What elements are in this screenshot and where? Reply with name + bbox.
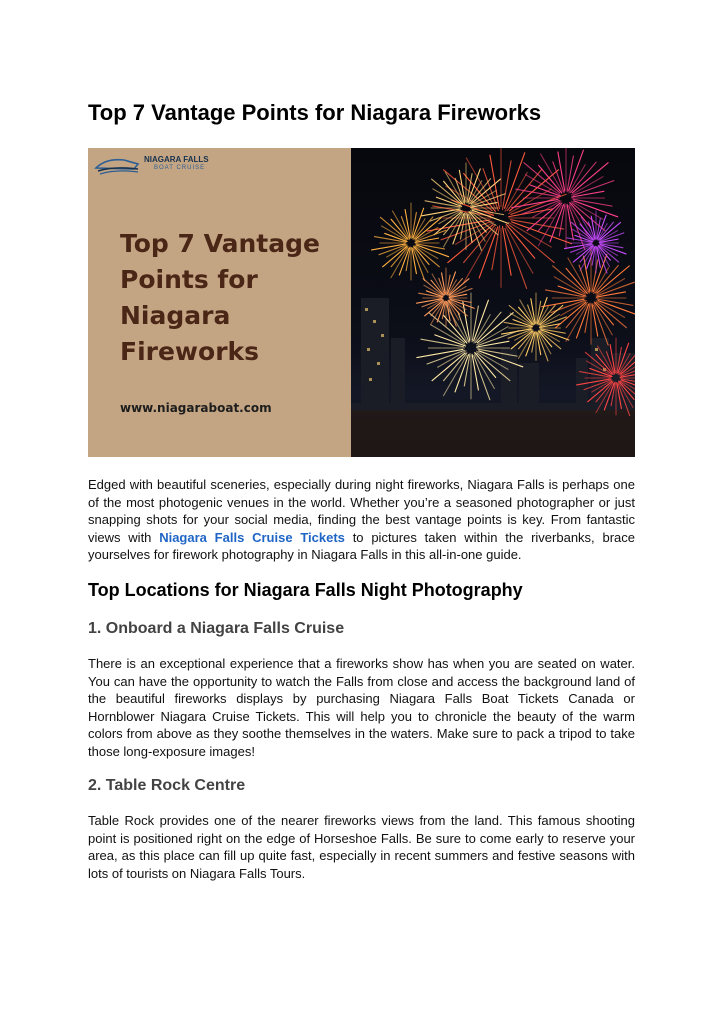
item-body: Table Rock provides one of the nearer fireworks views from the land. This famous shooting point is positioned right on the edge of Horseshoe Falls. Be sure to come early to reserve your area, as this place can fill up quite fast, especially in recent summers and festive seasons with lots of tourists on Niagara Falls Tours. (88, 813, 635, 881)
hero-title-line: Niagara (120, 301, 231, 330)
fireworks-photo (351, 148, 635, 457)
boat-logo-icon (94, 154, 142, 176)
brand-subtitle: BOAT CRUISE (154, 165, 206, 171)
hero-title (120, 226, 360, 370)
hero-url: www.niagaraboat.com (120, 401, 272, 415)
section-heading: Top Locations for Niagara Falls Night Photography (88, 580, 523, 600)
hero-title-line: Fireworks (120, 337, 260, 366)
item-body: There is an exceptional experience that a fireworks show has when you are seated on water. You can have the opportunity to watch the Falls from close and access the background land of the beautiful fireworks displays by purchasing Niagara Falls Boat Tickets Canada or Hornblower Niagara Cruise Tickets. This will help you to chronicle the beauty of the warm colors from above as they soothe themselves in the waters. Make sure to pack a tripod to take those long-exposure images! (88, 656, 635, 759)
page-title: Top 7 Vantage Points for Niagara Fireworks (88, 100, 542, 125)
hero-title-line: Points for (120, 265, 258, 294)
hero-banner-image (88, 148, 635, 457)
intro-paragraph: Edged with beautiful sceneries, especially during night fireworks, Niagara Falls is perhaps one of the most photogenic venues in the world. Whether you’re a seasoned photographer or just snapping shots for your social media, finding the best vantage points is key. From fantastic views with Niagara Falls Cruise Tickets to pictures taken within the riverbanks, brace yourselves for firework photography in Niagara Falls in this all-in-one guide. (88, 477, 635, 562)
cruise-tickets-link[interactable]: Niagara Falls Cruise Tickets (159, 529, 345, 545)
firework-burst (512, 148, 618, 250)
firework-burst (372, 203, 449, 281)
item-heading: 2. Table Rock Centre (88, 777, 246, 794)
item-heading: 1. Onboard a Niagara Falls Cruise (88, 620, 345, 637)
hero-title-line: Top 7 Vantage (120, 229, 320, 258)
brand-name: NIAGARA FALLS (144, 155, 209, 164)
